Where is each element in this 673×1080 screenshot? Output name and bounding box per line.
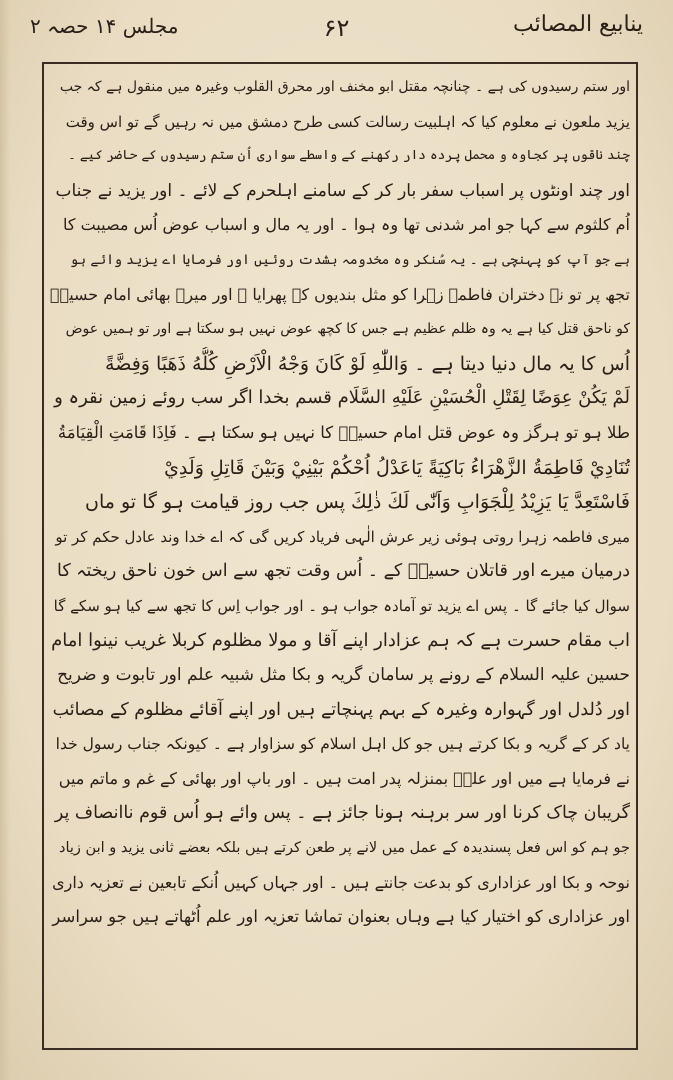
text-line: ہے جو آپ کو پہنچی ہے ۔ یہ سُنکر وہ مخدومہ بشدت روئیں اور فرمایا اے یزید وائے ہو <box>70 251 630 268</box>
text-line: اب مقام حسرت ہے کہ ہم عزادار اپنے آقا و مولا مظلوم کربلا غریب نینوا امام <box>51 629 630 651</box>
text-frame <box>42 62 638 1050</box>
text-line: اور ستم رسیدوں کی ہے ۔ چنانچہ مقتل ابو مخنف اور محرق القلوب وغیرہ میں منقول ہے کہ جب <box>59 79 630 95</box>
text-line: نے فرمایا ہے میں اور علیؑ بمنزلہ پدر امت ہیں ۔ اور باپ اور بھائی کے غم و ماتم میں <box>58 768 630 788</box>
text-line: چند ناقوں پر کجاوہ و محمل پردہ دار رکھنے کے واسطے سواری اُن ستم رسیدوں کے حاضر کیے ۔ <box>68 148 630 164</box>
text-line: نوحہ و بکا اور عزاداری کو بدعت جانتے ہیں ۔ اور جہاں کہیں اُنکے تابعین نے تعزیہ داری <box>52 872 630 892</box>
text-line: اُم کلثوم سے کہا جو امر شدنی تھا وہ ہوا ۔ اور یہ مال و اسباب عوض اُس مصیبت کا <box>63 215 630 235</box>
page-edge-shadow <box>0 0 10 1080</box>
body-text <box>50 70 630 1042</box>
text-line: حسین علیہ السلام کے رونے پر سامان گریہ و بکا مثل شبیہ علم اور تابوت و ضریح <box>57 665 630 686</box>
text-line: اور چند اونٹوں پر اسباب سفر بار کر کے سامنے اہلحرم کے لائے ۔ اور یزید نے جناب <box>55 180 630 201</box>
text-line: یزید ملعون نے معلوم کیا کہ اہلبیت رسالت کسی طرح دمشق میں نہ رہیں گے تو اس وقت <box>65 112 630 131</box>
text-line: میری فاطمہ زہرا روتی ہوئی زیر عرش الٰہی فریاد کریں گی کہ اے خدا وند عادل حکم کر تو <box>55 527 630 546</box>
text-line: اور عزاداری کو اختیار کیا ہے وہاں بعنوان تماشا تعزیہ اور علم اُٹھاتے ہیں جو سراسر <box>52 907 630 927</box>
text-line: یاد کر کے گریہ و بکا کرتے ہیں جو کل اہل اسلام کو سزاوار ہے ۔ کیونکہ جناب رسول خدا <box>55 735 630 754</box>
text-line: جو ہم کو اس فعل پسندیدہ کے عمل میں لانے پر طعن کرتے ہیں بلکہ بعضے ثانی یزید و ابن زیاد <box>59 840 630 857</box>
text-line: فَاسْتَعِدَّ يَا يَزِيْدُ لِلْجَوَابِ وَاَنّٰى لَكَ ذٰلِكَ پس جب روز قیامت ہو گا تو ماں <box>85 491 630 514</box>
text-line: تُنَادِيْ فَاطِمَةُ الزَّهْرَاءُ بَاكِيَةً يَاعَدْلُ اُحْكُمْ بَيْنِيْ وَبَيْنَ قَاتِلِ وَلَدِيْ <box>164 456 630 479</box>
text-line: کو ناحق قتل کیا ہے یہ وہ ظلم عظیم ہے جس کا کچھ عوض نہیں ہو سکتا ہے اور تو ہمیں عوض <box>65 321 630 338</box>
text-line: گریبان چاک کرنا اور سر برہنہ ہونا جائز ہے ۔ پس وائے ہو اُس قوم ناانصاف پر <box>54 803 630 824</box>
text-line: سوال کیا جائے گا ۔ پس اے یزید تو آمادہ جواب ہو ۔ اور جواب اِس کا تجھ سے کیا ہو سکے گا <box>53 596 630 615</box>
page-header <box>30 8 643 54</box>
page-number: ۶۲ <box>323 14 350 42</box>
book-title: ینابیع المصائب <box>513 12 643 37</box>
section-label: مجلس ۱۴ حصہ ۲ <box>30 14 179 38</box>
text-line: تجھ پر تو نے دختران فاطمہ زہرا کو مثل بندیوں کے پھرایا ۔ اور میرے بھائی امام حسینؑ <box>50 284 630 304</box>
text-line: طلا ہو تو ہرگز وہ عوض قتل امام حسینؑ کا نہیں ہو سکتا ہے ۔ فَاِذَا قَامَتِ الْقِيَامَةُ <box>57 422 630 442</box>
text-line: اُس کا یہ مال دنیا دیتا ہے ۔ وَاللّٰهِ لَوْ كَانَ وَجْهُ الْاَرْضِ كُلُّهُ ذَهَبًا وَفِضَّةً <box>105 352 630 375</box>
text-line: درمیان میرے اور قاتلان حسینؑ کے ۔ اُس وقت تجھ سے اس خون ناحق ریختہ کا <box>57 561 630 582</box>
text-line: لَمْ يَكُنْ عِوَضًا لِقَتْلِ الْحُسَيْنِ عَلَيْهِ السَّلَام قسم بخدا اگر سب روئے زمین نقرہ و <box>54 387 630 409</box>
text-line: اور دُلدل اور گہوارہ وغیرہ کے بہم پہنچاتے ہیں اور اپنے آقائے مظلوم کے مصائب <box>52 699 630 720</box>
